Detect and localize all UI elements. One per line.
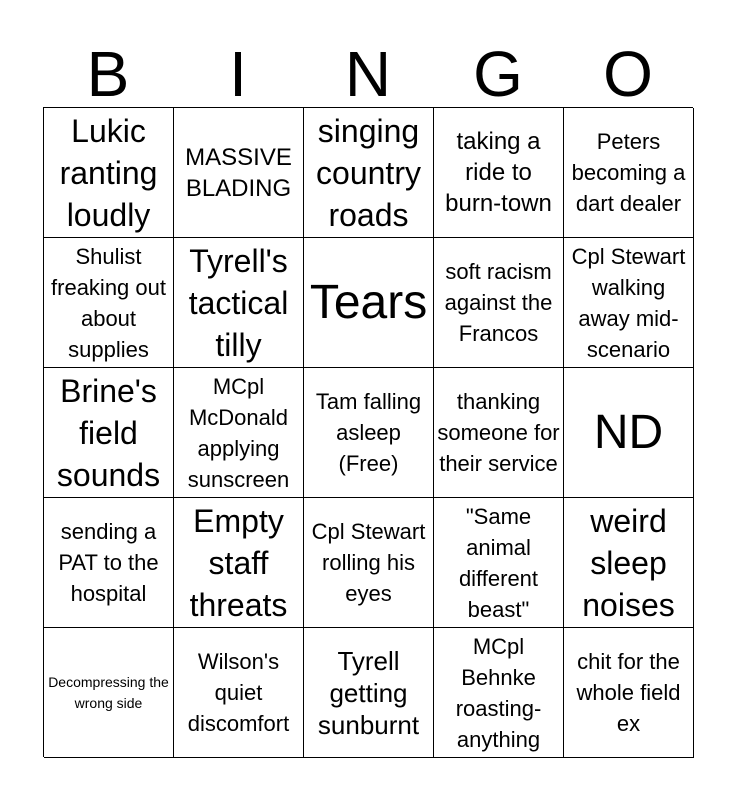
bingo-cell-text: Tam falling asleep (Free) — [315, 389, 422, 476]
bingo-cell-r4c2[interactable] — [174, 498, 304, 628]
bingo-cell-r3c5[interactable] — [564, 368, 694, 498]
bingo-cell-r5c1[interactable] — [44, 628, 174, 758]
header-letter-n: N — [344, 38, 392, 110]
bingo-cell-r5c2[interactable] — [174, 628, 304, 758]
bingo-cell-r2c3[interactable] — [304, 238, 434, 368]
bingo-cell-r5c3[interactable] — [304, 628, 434, 758]
bingo-cell-text: chit for the whole field ex — [576, 649, 681, 736]
bingo-cell-r5c5[interactable] — [564, 628, 694, 758]
bingo-cell-r3c3[interactable] — [304, 368, 434, 498]
bingo-cell-r1c1[interactable] — [44, 108, 174, 238]
bingo-cell-r5c4[interactable] — [434, 628, 564, 758]
bingo-cell-text: Cpl Stewart walking away mid-scenario — [571, 243, 686, 362]
bingo-cell-r2c5[interactable] — [564, 238, 694, 368]
bingo-cell-r1c5[interactable] — [564, 108, 694, 238]
bingo-cell-text: Peters becoming a dart dealer — [571, 129, 686, 216]
bingo-cell-r4c3[interactable] — [304, 498, 434, 628]
bingo-cell-r1c2[interactable] — [174, 108, 304, 238]
bingo-header — [43, 40, 693, 108]
bingo-cell-r3c4[interactable] — [434, 368, 564, 498]
bingo-cell-text: Empty staff threats — [189, 502, 288, 623]
bingo-card-grid — [43, 107, 693, 757]
bingo-cell-text: ND — [593, 405, 664, 459]
bingo-cell-text: Wilson's quiet discomfort — [187, 649, 290, 736]
bingo-cell-r1c3[interactable] — [304, 108, 434, 238]
bingo-cell-r4c4[interactable] — [434, 498, 564, 628]
bingo-cell-text: weird sleep noises — [582, 502, 675, 623]
bingo-cell-r3c2[interactable] — [174, 368, 304, 498]
bingo-cell-r2c2[interactable] — [174, 238, 304, 368]
bingo-cell-r4c5[interactable] — [564, 498, 694, 628]
bingo-cell-text: Decompressing the wrong side — [48, 673, 169, 711]
bingo-cell-text: Tyrell getting sunburnt — [317, 645, 420, 740]
bingo-cell-text: Cpl Stewart rolling his eyes — [311, 519, 426, 606]
bingo-cell-text: Tears — [309, 275, 428, 329]
bingo-cell-text: sending a PAT to the hospital — [58, 519, 159, 606]
bingo-cell-text: thanking someone for their service — [437, 389, 560, 476]
bingo-cell-text: taking a ride to burn-town — [445, 128, 552, 217]
bingo-cell-text: MASSIVE BLADING — [185, 143, 292, 202]
header-letter-b: B — [86, 38, 130, 110]
bingo-cell-r2c1[interactable] — [44, 238, 174, 368]
header-letter-g: G — [473, 38, 523, 110]
bingo-cell-text: MCpl McDonald applying sunscreen — [187, 373, 290, 492]
bingo-cell-text: Shulist freaking out about supplies — [51, 243, 166, 362]
bingo-cell-text: Brine's field sounds — [56, 372, 161, 493]
bingo-cell-text: Lukic ranting loudly — [59, 112, 158, 233]
header-letter-o: O — [603, 38, 653, 110]
bingo-cell-text: "Same animal different beast" — [458, 503, 539, 622]
header-letter-i: I — [229, 38, 247, 110]
bingo-cell-text: singing country roads — [316, 112, 421, 233]
bingo-cell-r2c4[interactable] — [434, 238, 564, 368]
bingo-cell-r3c1[interactable] — [44, 368, 174, 498]
bingo-cell-text: MCpl Behnke roasting-anything — [455, 633, 542, 752]
bingo-cell-text: Tyrell's tactical tilly — [188, 242, 289, 363]
bingo-cell-r4c1[interactable] — [44, 498, 174, 628]
bingo-cell-text: soft racism against the Francos — [444, 259, 553, 346]
bingo-cell-r1c4[interactable] — [434, 108, 564, 238]
